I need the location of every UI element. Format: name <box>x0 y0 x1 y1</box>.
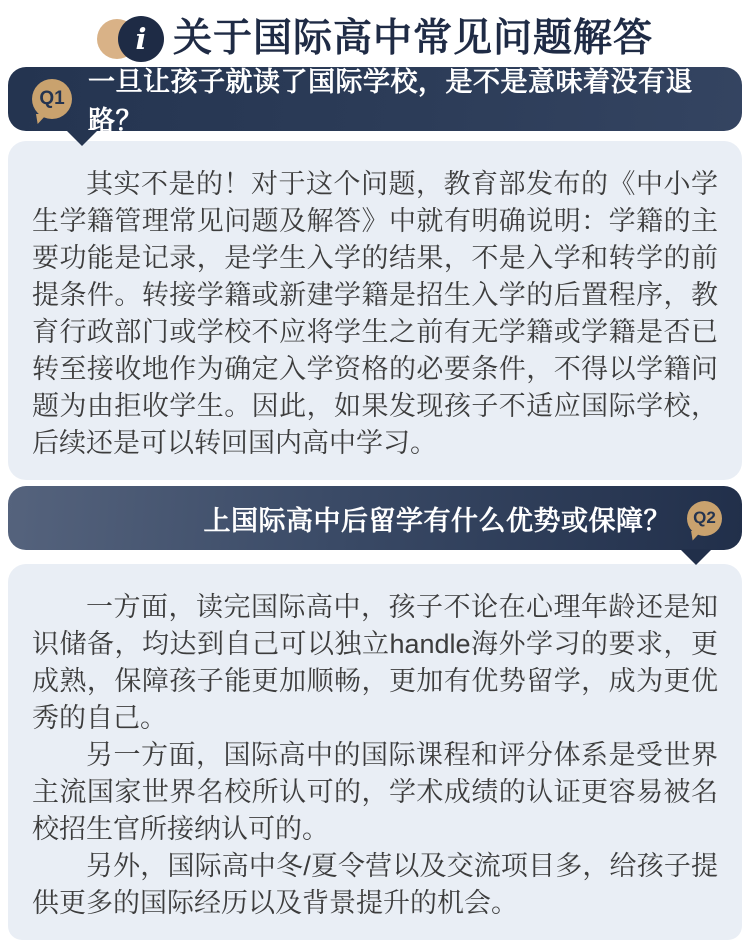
q2-answer-paragraph-1: 一方面，读完国际高中，孩子不论在心理年龄还是知识储备，均达到自己可以独立handle海外学习的要求，更成熟，保障孩子能更加顺畅，更加有优势留学，成为更优秀的自己。 <box>32 592 718 733</box>
q1-answer-box <box>8 141 742 480</box>
q2-answer-paragraph-2: 另一方面，国际高中的国际课程和评分体系是受世界主流国家世界名校所认可的，学术成绩的认证更容易被名校招生官所接纳认可的。 <box>32 740 718 844</box>
q1-question-text: 一旦让孩子就读了国际学校，是不是意味着没有退路？ <box>88 67 693 136</box>
q2-answer-box <box>8 564 742 940</box>
info-icon <box>97 16 163 62</box>
q1-answer-paragraph: 其实不是的！对于这个问题，教育部发布的《中小学生学籍管理常见问题及解答》中就有明确说明：学籍的主要功能是记录，是学生入学的结果，不是入学和转学的前提条件。转接学籍或新建学籍是招生入学的后置程序，教育行政部门或学校不应将学生之前有无学籍或学籍是否已转至接收地作为确定入学资格的必要条件，不得以学籍问题为由拒收学生。因此，如果发现孩子不适应国际学校，后续还是可以转回国内高中学习。 <box>32 169 718 458</box>
q2-question-text: 上国际高中后留学有什么优势或保障？ <box>203 505 671 536</box>
info-icon-navy-circle <box>118 16 164 62</box>
question-banner-q2 <box>8 486 742 550</box>
question-banner-q1 <box>8 67 742 136</box>
q2-badge: Q2 <box>687 501 722 536</box>
page-title: 关于国际高中常见问题解答 <box>172 17 653 60</box>
page-header <box>0 0 750 60</box>
info-icon-glyph: i <box>135 22 147 56</box>
q1-speech-tail-icon <box>66 130 98 146</box>
q2-speech-tail-icon <box>680 549 712 565</box>
q2-answer-paragraph-3: 另外，国际高中冬/夏令营以及交流项目多，给孩子提供更多的国际经历以及背景提升的机会。 <box>32 851 718 918</box>
q1-badge: Q1 <box>32 79 72 119</box>
